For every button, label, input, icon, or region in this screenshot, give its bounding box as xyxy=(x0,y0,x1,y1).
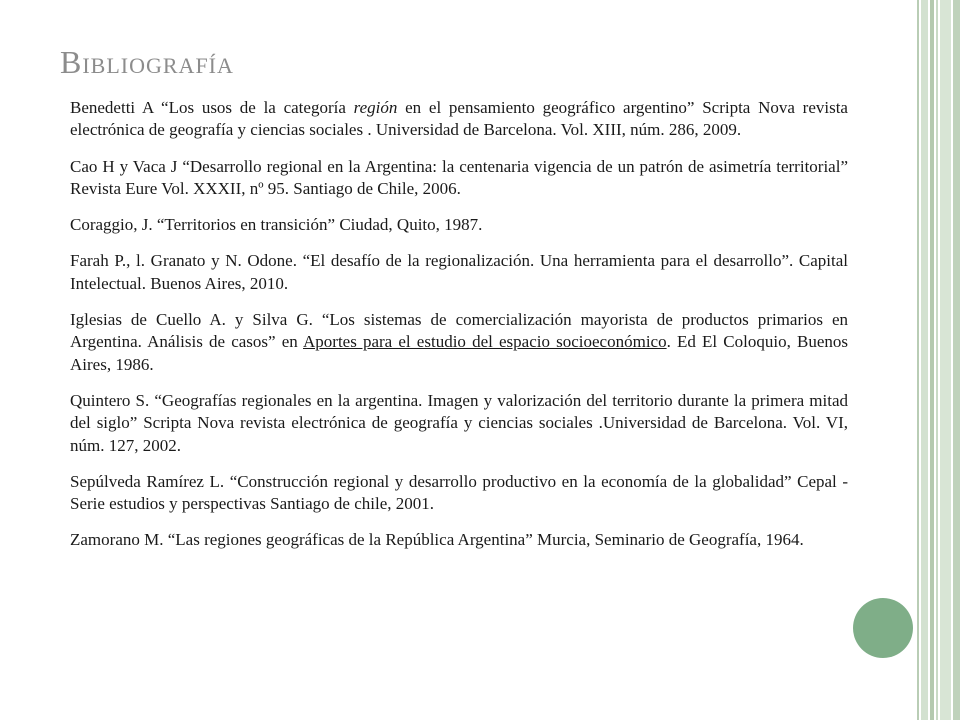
reference-text: Iglesias de Cuello A. y Silva G. “Los sistemas de comercialización mayorista de productos primarios en Argentina. Análisis de casos” en xyxy=(70,310,848,352)
side-stripe xyxy=(953,0,960,720)
reference-item xyxy=(70,309,848,376)
reference-text: Farah P., l. Granato y N. Odone. “El desafío de la regionalización. Una herramienta para el desarrollo”. Capital Intelectual. Buenos Aires, 2010. xyxy=(70,251,848,293)
reference-list xyxy=(70,97,848,566)
reference-text: . Ed El Coloquio, Buenos Aires, 1986. xyxy=(70,332,848,374)
reference-text: Cao H y Vaca J “Desarrollo regional en la Argentina: la centenaria vigencia de un patrón de asimetría territorial” Revista Eure Vol. XXXII, nº 95. Santiago de Chile, 2006. xyxy=(70,156,848,198)
reference-text: en el pensamiento geográfico argentino” Scripta Nova revista electrónica de geografía y ciencias sociales . Universidad de Barcelona. Vol. XIII, núm. 286, 2009. xyxy=(70,98,848,140)
reference-text: Sepúlveda Ramírez L. “Construcción regional y desarrollo productivo en la economía de la globalidad” Cepal - Serie estudios y perspectivas Santiago de chile, 2001. xyxy=(70,471,848,514)
reference-item xyxy=(70,250,848,295)
side-stripe xyxy=(930,0,934,720)
reference-underlined: Aportes para el estudio del espacio socioeconómico xyxy=(303,332,667,352)
slide-title: Bibliografía xyxy=(60,44,234,80)
reference-item xyxy=(70,97,848,142)
reference-text: Benedetti A “Los usos de la categoría xyxy=(70,98,354,117)
reference-item xyxy=(70,529,848,551)
reference-italic: región xyxy=(353,98,398,117)
reference-text: Zamorano M. “Las regiones geográficas de la República Argentina” Murcia, Seminario de Geografía, 1964. xyxy=(70,530,804,550)
reference-text: Quintero S. “Geografías regionales en la argentina. Imagen y valorización del territorio durante la primera mitad del siglo” Scripta Nova revista electrónica de geografía y ciencias sociales .Universidad de Barcelona. Vol. VI, núm. 127, 2002. xyxy=(70,390,848,455)
side-stripe xyxy=(940,0,951,720)
side-stripe xyxy=(921,0,928,720)
reference-item xyxy=(70,214,848,236)
side-stripe xyxy=(936,0,938,720)
reference-text: Coraggio, J. “Territorios en transición” Ciudad, Quito, 1987. xyxy=(70,215,483,235)
decorative-circle xyxy=(853,598,913,658)
side-stripe xyxy=(917,0,919,720)
reference-item xyxy=(70,390,848,457)
reference-item xyxy=(70,471,848,516)
reference-item xyxy=(70,156,848,201)
